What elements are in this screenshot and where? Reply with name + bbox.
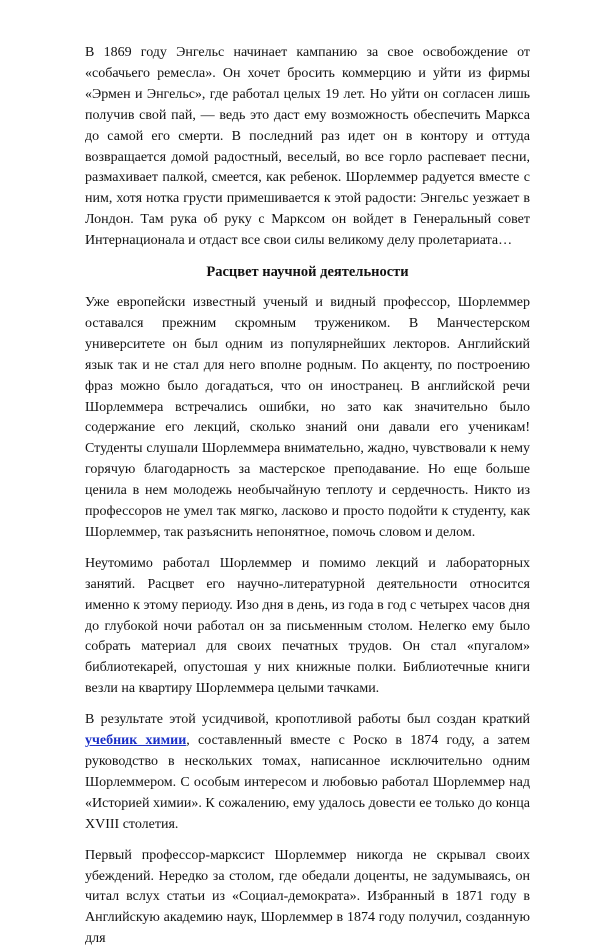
textbook-link[interactable]: учебник химии (85, 733, 187, 749)
paragraph-engels-campaign: В 1869 году Энгельс начинает кампанию за свое освобождение от «собачьего ремесла». Он хочет бросить коммерцию и уйти из фирмы «Эрмен и Энгельс», где работал целых 19 лет. Но уйти он согласен лишь получив свой пай, — ведь это даст ему возможность обеспечить Маркса до самой его смерти. В последний раз идет он в контору и оттуда возвращается домой радостный, веселый, во все горло распевает песни, размахивает палкой, смеется, как ребенок. Шорлеммер радуется вместе с ним, хотя нотка грусти примешивается к этой радости: Энгельс уезжает в Лондон. Там рука об руку с Марксом он войдет в Генеральный совет Интернационала и отдаст все свои силы великому делу пролетариата… (85, 45, 530, 249)
paragraph-gap (85, 544, 530, 554)
paragraph-tireless-work: Неутомимо работал Шорлеммер и помимо лекций и лабораторных занятий. Расцвет его научно-литературной деятельности относится именно к этому периоду. Изо дня в день, из года в год с четырех часов дня до глубокой ночи работал он за письменным столом. Нелегко ему было собрать материал для своих печатных трудов. Он стал «пугалом» библиотекарей, опустошая у них книжные полки. Библиотечные книги везли на квартиру Шорлеммера целыми тачками. (85, 555, 530, 697)
paragraph-gap (85, 700, 530, 710)
section-heading: Расцвет научной деятельности (206, 264, 409, 281)
paragraph-textbook (85, 710, 530, 835)
paragraph-gap (85, 283, 530, 293)
paragraph-professor: Уже европейски известный ученый и видный профессор, Шорлеммер оставался прежним скромным тружеником. В Манчестерском университете он был одним из популярнейших лекторов. Английский язык так и не стал для него вполне родным. По акценту, по построению фраз можно было догадаться, что он иностранец. В английской речи Шорлеммера встречались ошибки, но зато как значительно было содержание его лекций, сколько знаний они давали его ученикам! Студенты слушали Шорлеммера внимательно, жадно, чувствовали к нему горячую благодарность за мастерское преподавание. Но еще больше ценила в нем молодежь необычайную теплоту и сердечность. Никто из профессоров не умел так мягко, ласково и просто подойти к студенту, как Шорлеммер, так разъяснить непонятное, помочь словом и делом. (85, 294, 530, 540)
document-page (85, 43, 530, 950)
paragraph-textbook-end: , составленный вместе с Роско в 1874 году, а затем руководство в нескольких томах, написанное исключительно одним Шорлеммером. С особым интересом и любовью работал Шорлеммер над «Историей химии». К сожалению, ему удалось довести ее только до конца XVIII столетия. (85, 733, 531, 832)
paragraph-textbook-start: В результате этой усидчивой, кропотливой работы был создан краткий (85, 712, 530, 728)
paragraph-gap (85, 836, 530, 846)
paragraph-gap (85, 252, 530, 262)
paragraph-marxist-professor: Первый профессор-марксист Шорлеммер никогда не скрывал своих убеждений. Нередко за столом, где обедали доценты, не задумываясь, он читал вслух статьи из «Социал-демократа». Избранный в 1871 году в Английскую академию наук, Шорлеммер в 1874 году получил, созданную для (85, 847, 530, 947)
